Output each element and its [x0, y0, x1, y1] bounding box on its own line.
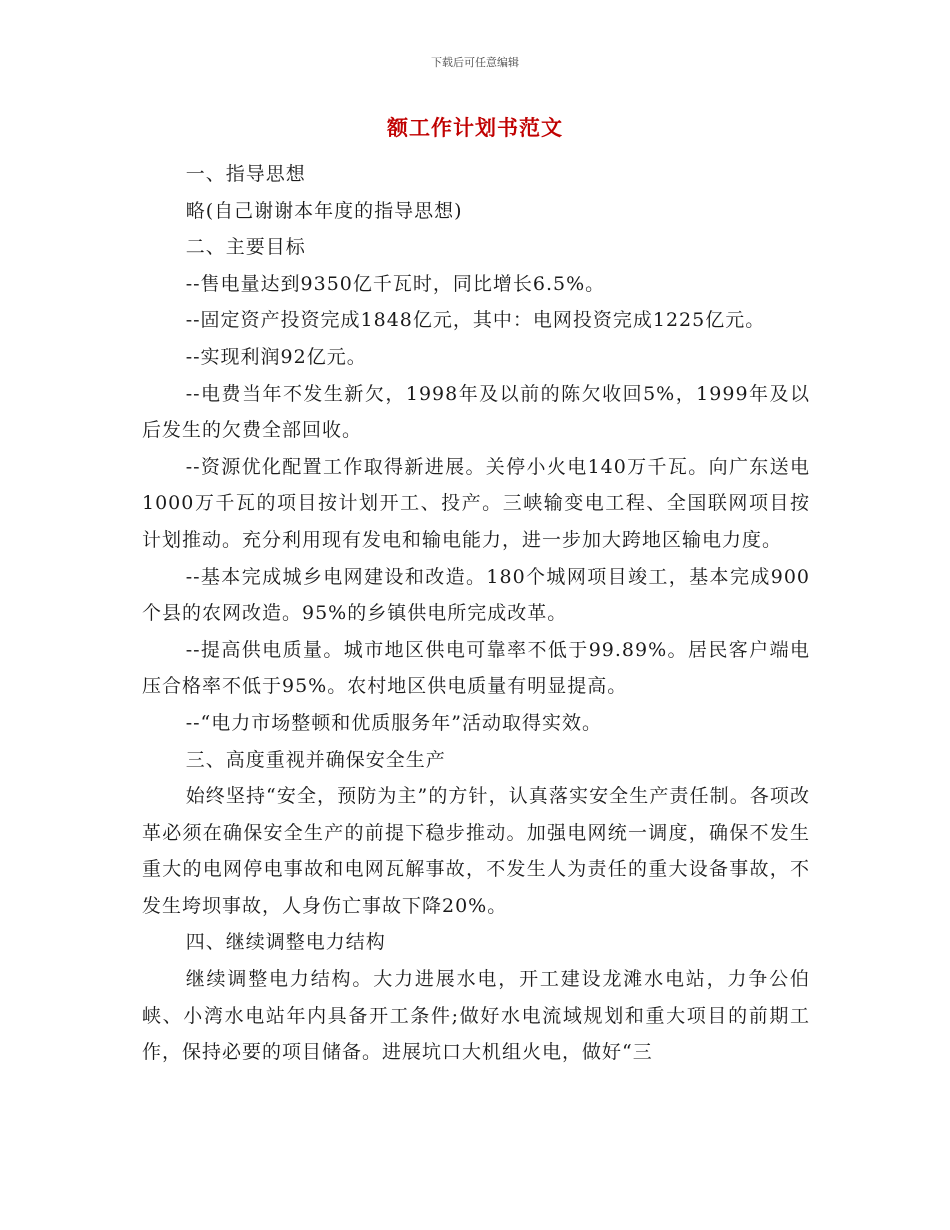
paragraph: --电费当年不发生新欠，1998年及以前的陈欠收回5%，1999年及以后发生的欠费全部回收。 — [142, 382, 810, 442]
paragraph: --固定资产投资完成1848亿元，其中：电网投资完成1225亿元。 — [185, 309, 766, 332]
paragraph: 四、继续调整电力结构 — [185, 931, 386, 954]
paragraph: --资源优化配置工作取得新进展。关停小火电140万千瓦。向广东送电1000万千瓦的项目按计划开工、投产。三峡输变电工程、全国联网项目按计划推动。充分利用现有发电和输电能力，进一步加大跨地区输电力度。 — [142, 455, 810, 551]
paragraph: --售电量达到9350亿千瓦时，同比增长6.5%。 — [185, 272, 606, 295]
page-header-note: 下载后可任意编辑 — [431, 56, 519, 69]
document-title: 额工作计划书范文 — [387, 115, 563, 140]
paragraph: 三、高度重视并确保安全生产 — [185, 748, 446, 771]
paragraph: 一、指导思想 — [185, 163, 306, 185]
paragraph: --基本完成城乡电网建设和改造。180个城网项目竣工，基本完成900个县的农网改造。95%的乡镇供电所完成改革。 — [142, 565, 810, 625]
paragraph: --实现利润92亿元。 — [185, 345, 367, 368]
paragraph: 继续调整电力结构。大力进展水电，开工建设龙滩水电站，力争公伯峡、小湾水电站年内具备开工条件;做好水电流域规划和重大项目的前期工作，保持必要的项目储备。进展坑口大机组火电，做好“三 — [142, 968, 810, 1064]
document-body — [142, 156, 810, 1071]
paragraph: --“电力市场整顿和优质服务年”活动取得实效。 — [185, 711, 602, 734]
paragraph: 二、主要目标 — [185, 236, 306, 259]
paragraph: --提高供电质量。城市地区供电可靠率不低于99.89%。居民客户端电压合格率不低于95%。农村地区供电质量有明显提高。 — [142, 638, 810, 698]
paragraph: 始终坚持“安全，预防为主”的方针，认真落实安全生产责任制。各项改革必须在确保安全生产的前提下稳步推动。加强电网统一调度，确保不发生重大的电网停电事故和电网瓦解事故，不发生人为责任的重大设备事故，不发生垮坝事故，人身伤亡事故下降20%。 — [142, 785, 810, 917]
paragraph: 略(自己谢谢本年度的指导思想) — [185, 199, 463, 222]
